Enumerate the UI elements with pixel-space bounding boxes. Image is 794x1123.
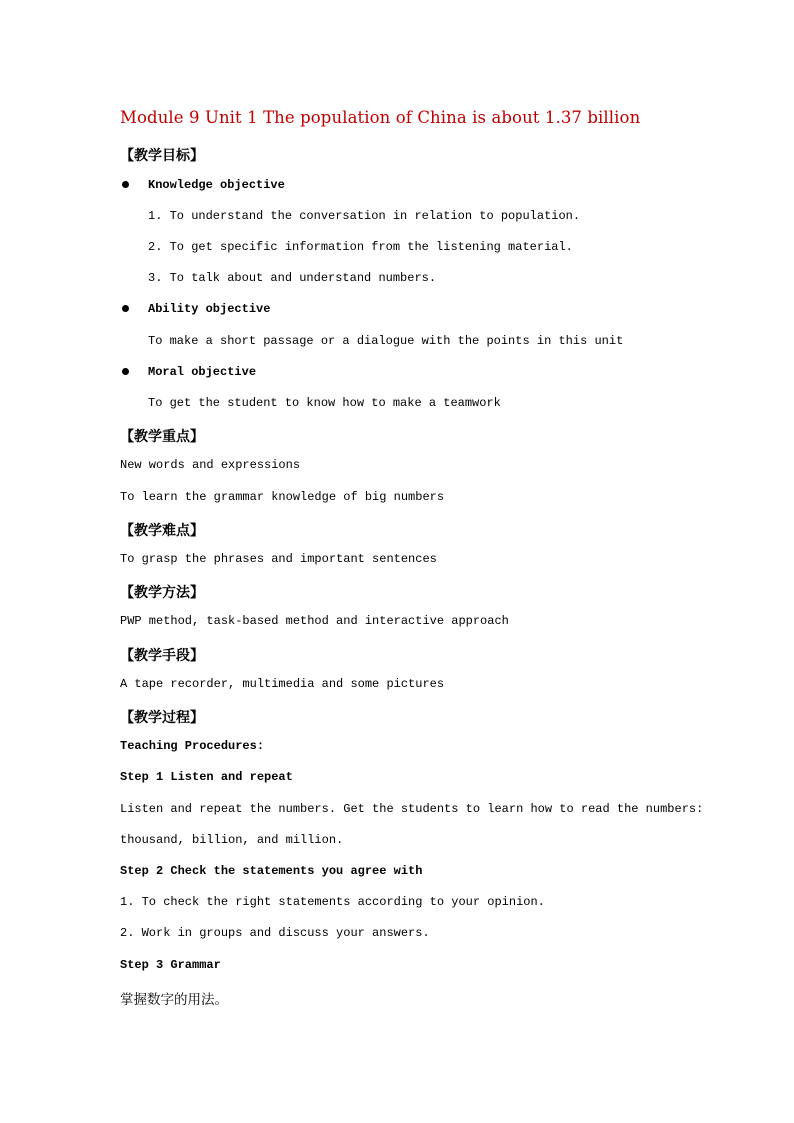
- moral-objective-text: To get the student to know how to make a teamwork: [148, 396, 501, 410]
- heading-objectives: 【教学目标】: [120, 148, 204, 164]
- ability-objective-text: To make a short passage or a dialogue with the points in this unit: [148, 334, 624, 348]
- step-2-item-1: 1. To check the right statements according to your opinion.: [120, 895, 545, 909]
- heading-key-points: 【教学重点】: [120, 429, 204, 445]
- knowledge-item-2: 2. To get specific information from the listening material.: [148, 240, 573, 254]
- knowledge-item-1: 1. To understand the conversation in relation to population.: [148, 209, 581, 223]
- knowledge-objective-label: Knowledge objective: [148, 178, 285, 192]
- moral-objective-label: Moral objective: [148, 365, 257, 379]
- means-text: A tape recorder, multimedia and some pictures: [120, 677, 445, 691]
- step-3-title: Step 3 Grammar: [120, 958, 221, 972]
- step-3-text: 掌握数字的用法。: [120, 992, 228, 1008]
- bullet-icon: [122, 368, 129, 375]
- teaching-procedures-label: Teaching Procedures:: [120, 739, 265, 753]
- step-1-title: Step 1 Listen and repeat: [120, 770, 293, 784]
- step-1-line-2: thousand, billion, and million.: [120, 833, 344, 847]
- key-point-2: To learn the grammar knowledge of big numbers: [120, 490, 445, 504]
- difficulties-text: To grasp the phrases and important sentences: [120, 552, 437, 566]
- methods-text: PWP method, task-based method and interactive approach: [120, 614, 509, 628]
- key-point-1: New words and expressions: [120, 458, 301, 472]
- heading-difficulties: 【教学难点】: [120, 523, 204, 539]
- heading-process: 【教学过程】: [120, 710, 204, 726]
- bullet-icon: [122, 181, 129, 188]
- step-1-line-1: Listen and repeat the numbers. Get the students to learn how to read the numbers:: [120, 802, 704, 816]
- step-2-item-2: 2. Work in groups and discuss your answers.: [120, 926, 430, 940]
- knowledge-item-3: 3. To talk about and understand numbers.: [148, 271, 437, 285]
- bullet-icon: [122, 305, 129, 312]
- step-2-title: Step 2 Check the statements you agree with: [120, 864, 423, 878]
- heading-means: 【教学手段】: [120, 648, 204, 664]
- heading-methods: 【教学方法】: [120, 585, 204, 601]
- ability-objective-label: Ability objective: [148, 302, 271, 316]
- page-title: Module 9 Unit 1 The population of China is about 1.37 billion: [120, 108, 641, 127]
